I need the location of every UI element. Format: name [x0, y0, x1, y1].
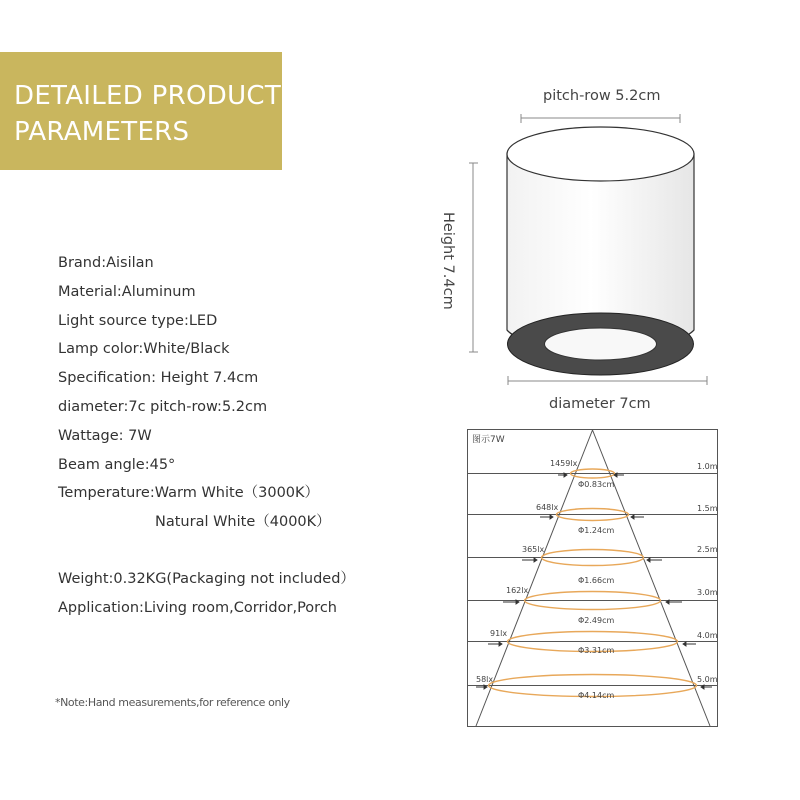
diameter-1: Φ0.83cm	[578, 480, 615, 489]
spec-weight: Weight:0.32KG(Packaging not included）	[58, 570, 355, 587]
lux-5: 91lx	[490, 629, 508, 638]
distance-1: 1.0m	[697, 462, 718, 471]
distance-6: 5.0m	[697, 675, 718, 684]
spec-wattage: Wattage: 7W	[58, 427, 152, 444]
pitch-row-label: pitch-row 5.2cm	[543, 88, 661, 104]
diameter-5: Φ3.31cm	[578, 646, 615, 655]
diameter-3: Φ1.66cm	[578, 576, 615, 585]
distance-3: 2.5m	[697, 545, 718, 554]
lux-1: 1459lx	[550, 459, 578, 468]
spec-beam-angle: Beam angle:45°	[58, 456, 176, 473]
spec-temperature-natural: Natural White（4000K）	[155, 514, 331, 531]
spec-specification: Specification: Height 7.4cm	[58, 370, 259, 387]
spec-brand: Brand:Aisilan	[58, 255, 154, 271]
lux-2: 648lx	[536, 503, 559, 512]
spec-material: Material:Aluminum	[58, 283, 196, 300]
lux-4: 162lx	[506, 586, 529, 595]
diameter-6: Φ4.14cm	[578, 691, 615, 700]
distance-4: 3.0m	[697, 588, 718, 597]
lux-3: 365lx	[522, 545, 545, 554]
distance-5: 4.0m	[697, 631, 718, 640]
spec-lamp-color: Lamp color:White/Black	[58, 341, 230, 358]
diameter-label: diameter 7cm	[549, 396, 651, 412]
title-line-1: DETAILED PRODUCT	[14, 81, 282, 111]
title-line-2: PARAMETERS	[14, 117, 190, 147]
beam-diagram-label: 图示7W	[472, 435, 505, 445]
diameter-4: Φ2.49cm	[578, 616, 615, 625]
spec-application: Application:Living room,Corridor,Porch	[58, 599, 337, 616]
diameter-2: Φ1.24cm	[578, 526, 615, 535]
distance-2: 1.5m	[697, 504, 718, 513]
lux-6: 58lx	[476, 675, 494, 684]
note-text: *Note:Hand measurements,for reference only	[55, 696, 290, 709]
spec-diameter: diameter:7c pitch-row:5.2cm	[58, 398, 268, 415]
height-label: Height 7.4cm	[440, 212, 456, 310]
spec-light-source: Light source type:LED	[58, 312, 218, 329]
spec-temperature: Temperature:Warm White（3000K）	[58, 485, 320, 502]
